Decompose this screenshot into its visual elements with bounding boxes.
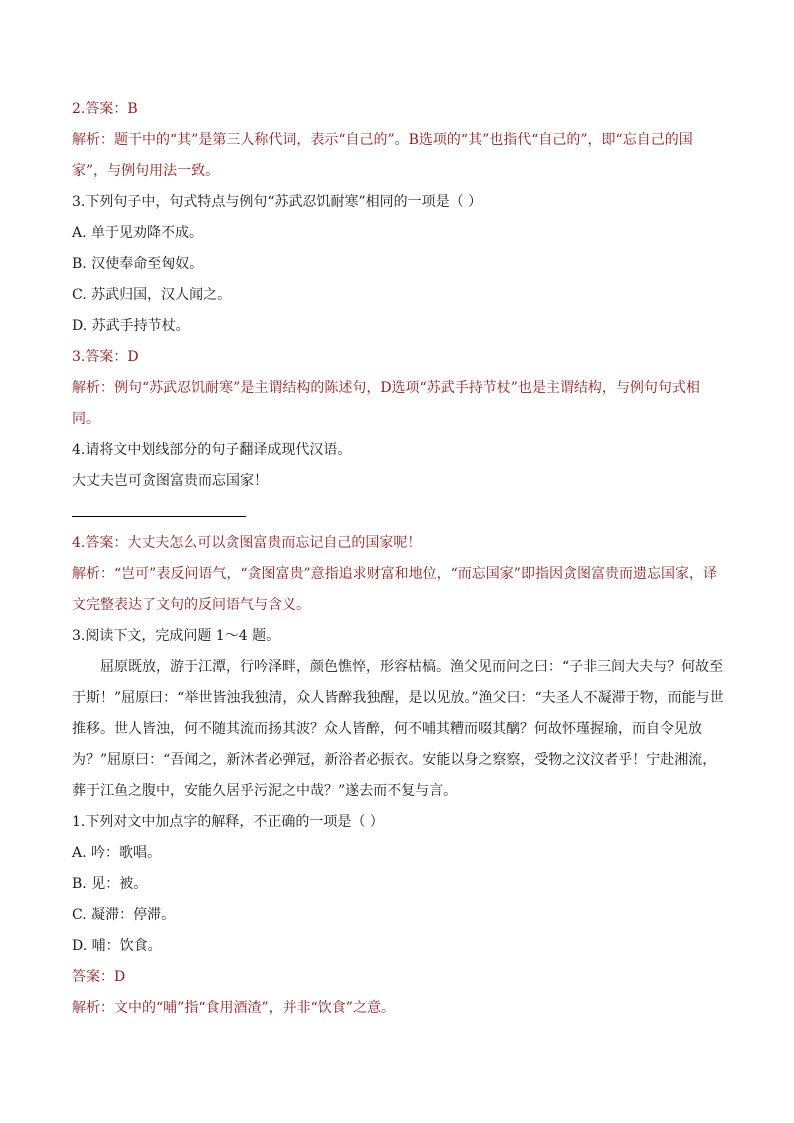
q4-analysis: 解析：“岂可”表反问语气，“贪图富贵”意指追求财富和地位，“而忘国家”即指因贪图富贵而遗忘国家，译文完整表达了文句的反问语气与含义。 bbox=[72, 566, 717, 613]
q3-option-a: A. 单于见劝降不成。 bbox=[72, 225, 204, 241]
q3-analysis: 解析：例句“苏武忍饥耐寒”是主谓结构的陈述句，D选项“苏武手持节杖”也是主谓结构，与例句句式相同。 bbox=[72, 380, 700, 427]
document-page bbox=[72, 94, 724, 1024]
s3q1-analysis: 解析：文中的“哺”指“食用酒渣”，并非“饮食”之意。 bbox=[72, 1000, 395, 1016]
q2-answer: 2.答案：B bbox=[72, 101, 138, 117]
q2-analysis: 解析：题干中的“其”是第三人称代词，表示“自己的”。B选项的“其”也指代“自己的”，即“忘自己的国家”，与例句用法一致。 bbox=[72, 132, 693, 179]
s3q1-option-a: A. 吟：歌唱。 bbox=[72, 845, 162, 861]
section3-intro: 3.阅读下文，完成问题 1～4 题。 bbox=[72, 628, 281, 644]
s3q1-option-c: C. 凝滞：停滞。 bbox=[72, 907, 176, 923]
s3q1-answer: 答案：D bbox=[72, 969, 126, 985]
q3-question: 3.下列句子中，句式特点与例句“苏武忍饥耐寒”相同的一项是（ ） bbox=[72, 194, 483, 210]
s3q1-question: 1.下列对文中加点字的解释，不正确的一项是（ ） bbox=[72, 814, 384, 830]
answer-blank-line bbox=[72, 516, 246, 517]
q4-answer: 4.答案：大丈夫怎么可以贪图富贵而忘记自己的国家呢！ bbox=[72, 535, 422, 551]
q3-option-c: C. 苏武归国，汉人闻之。 bbox=[72, 287, 232, 303]
q4-question: 4.请将文中划线部分的句子翻译成现代汉语。 bbox=[72, 442, 352, 458]
s3q1-option-b: B. 见：被。 bbox=[72, 876, 148, 892]
q3-answer: 3.答案：D bbox=[72, 349, 139, 365]
q4-sentence: 大丈夫岂可贪图富贵而忘国家！ bbox=[72, 473, 268, 489]
q3-option-b: B. 汉使奉命至匈奴。 bbox=[72, 256, 204, 272]
q3-option-d: D. 苏武手持节杖。 bbox=[72, 318, 190, 334]
s3q1-option-d: D. 哺：饮食。 bbox=[72, 938, 162, 954]
reading-passage: 屈原既放，游于江潭，行吟泽畔，颜色憔悴，形容枯槁。渔父见而问之曰：“子非三闾大夫与？何故至于斯！”屈原曰：“举世皆浊我独清，众人皆醉我独醒，是以见放。”渔父曰：“夫圣人不凝滞于物，而能与世推移。世人皆浊，何不随其流而扬其波？众人皆醉，何不哺其糟而啜其醨？何故怀瑾握瑜，而自令见放为？”屈原曰：“吾闻之，新沐者必弹冠，新浴者必振衣。安能以身之察察，受物之汶汶者乎！宁赴湘流，葬于江鱼之腹中，安能久居乎污泥之中哉？”遂去而不复与言。 bbox=[72, 659, 724, 799]
